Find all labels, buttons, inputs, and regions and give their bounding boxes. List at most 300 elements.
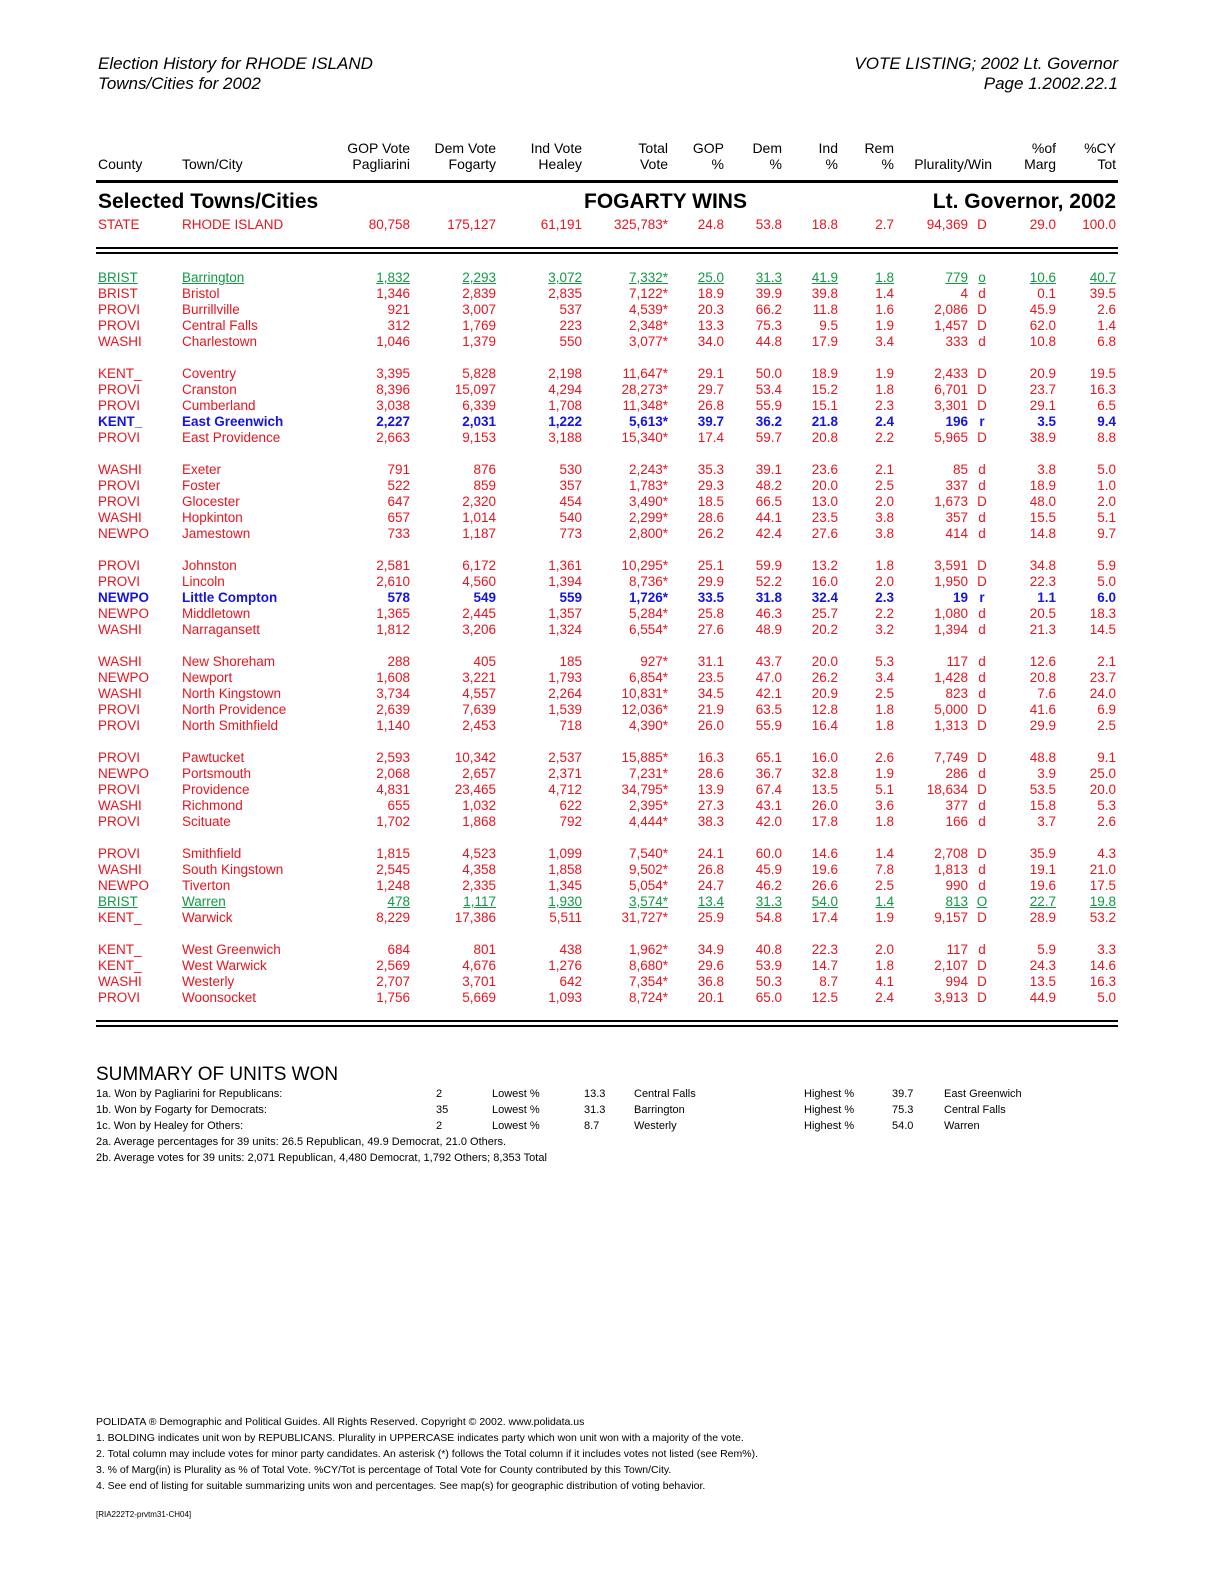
summary-lowest-label: Lowest % xyxy=(492,1088,540,1100)
summary-highest-label: Highest % xyxy=(804,1120,855,1132)
cell-town: Smithfield xyxy=(182,846,242,861)
cell-town: Woonsocket xyxy=(182,990,257,1005)
cell-marg: 34.8 xyxy=(1029,558,1057,573)
cell-ind: 3,072 xyxy=(548,270,582,285)
cell-ind: 1,276 xyxy=(548,958,582,973)
table-row xyxy=(96,942,1118,958)
cell-dem: 10,342 xyxy=(454,750,496,765)
cell-ind-pct: 17.4 xyxy=(811,910,838,925)
cell-county: PROVI xyxy=(98,990,141,1005)
cell-ind-pct: 19.6 xyxy=(811,862,838,877)
cell-total: 2,395* xyxy=(628,798,668,813)
cell-rem-pct: 2.2 xyxy=(875,430,894,445)
cell-rem-pct: 3.2 xyxy=(875,622,894,637)
cell-town: West Greenwich xyxy=(182,942,281,957)
cell-gop-pct: 16.3 xyxy=(697,750,724,765)
cell-dem: 4,358 xyxy=(462,862,496,877)
cell-ind: 2,835 xyxy=(548,286,582,301)
cell-ind: 718 xyxy=(559,718,582,733)
cell-dem-pct: 44.8 xyxy=(755,334,782,349)
cell-dem: 15,097 xyxy=(454,382,496,397)
col-ind-vote: Ind Vote Healey xyxy=(530,140,582,172)
cell-dem-pct: 65.1 xyxy=(755,750,782,765)
cell-rem-pct: 2.4 xyxy=(875,414,894,429)
cell-town: Little Compton xyxy=(182,590,278,605)
cell-cy: 6.9 xyxy=(1097,702,1117,717)
cell-ind: 438 xyxy=(559,942,582,957)
cell-marg: 18.9 xyxy=(1029,478,1057,493)
cell-dem-pct: 54.8 xyxy=(755,910,782,925)
cell-marg: 3.7 xyxy=(1037,814,1057,829)
cell-ind-pct: 13.2 xyxy=(811,558,838,573)
cell-win: d xyxy=(978,766,986,781)
cell-county: KENT_ xyxy=(98,942,142,957)
cell-gop-pct: 27.3 xyxy=(697,798,724,813)
cell-win: D xyxy=(977,702,987,717)
cell-dem: 405 xyxy=(473,654,496,669)
cell-gop: 684 xyxy=(387,942,410,957)
cell-plurality: 3,591 xyxy=(934,558,968,573)
cell-plurality: 1,813 xyxy=(934,862,968,877)
cell-plurality: 994 xyxy=(945,974,968,989)
cell-county: NEWPO xyxy=(98,670,150,685)
cell-dem: 4,676 xyxy=(462,958,496,973)
summary-title: SUMMARY OF UNITS WON xyxy=(96,1064,339,1085)
cell-town: Cranston xyxy=(182,382,237,397)
table-row xyxy=(96,990,1118,1006)
cell-gop: 647 xyxy=(387,494,410,509)
cell-plurality: 813 xyxy=(945,894,968,909)
cell-plurality: 3,913 xyxy=(934,990,968,1005)
cell-ind: 2,264 xyxy=(548,686,582,701)
cell-total: 7,540* xyxy=(628,846,668,861)
cell-plurality: 9,157 xyxy=(934,910,968,925)
cell-dem: 801 xyxy=(473,942,496,957)
cell-ind-pct: 15.1 xyxy=(811,398,838,413)
winner-title: FOGARTY WINS xyxy=(584,190,747,213)
cell-dem: 5,828 xyxy=(462,366,496,381)
cell-gop-pct: 27.6 xyxy=(697,622,724,637)
bottom-rule-1 xyxy=(96,1006,1118,1021)
cell-marg: 3.9 xyxy=(1037,766,1057,781)
cell-rem-pct: 1.4 xyxy=(875,894,894,909)
cell-total: 6,854* xyxy=(628,670,668,685)
cell-dem-pct: 48.9 xyxy=(755,622,782,637)
cell-gop: 2,581 xyxy=(376,558,410,573)
cell-win: D xyxy=(977,558,987,573)
cell-ind-pct: 32.8 xyxy=(811,766,838,781)
cell-cy: 53.2 xyxy=(1089,910,1117,925)
cell-ind-pct: 15.2 xyxy=(811,382,838,397)
cell-town: Charlestown xyxy=(182,334,258,349)
group-spacer xyxy=(96,446,1118,462)
cell-county: PROVI xyxy=(98,494,141,509)
cell-cy: 5.3 xyxy=(1097,798,1117,813)
table-row xyxy=(96,462,1118,478)
cell-rem-pct: 1.9 xyxy=(875,910,894,925)
group-spacer xyxy=(96,830,1118,846)
cell-gop-pct: 35.3 xyxy=(697,462,724,477)
cell-county: WASHI xyxy=(98,974,142,989)
cell-ind-pct: 20.0 xyxy=(811,654,838,669)
cell-total: 3,574* xyxy=(628,894,668,909)
cell-county: WASHI xyxy=(98,862,142,877)
cell-ind: 357 xyxy=(559,478,582,493)
cell-cy: 2.5 xyxy=(1097,718,1117,733)
cell-county: KENT_ xyxy=(98,366,142,381)
cell-dem-pct: 67.4 xyxy=(755,782,782,797)
cell-rem-pct: 2.1 xyxy=(875,462,894,477)
cell-ind-pct: 16.4 xyxy=(811,718,838,733)
cell-marg: 10.6 xyxy=(1029,270,1057,285)
cell-marg: 41.6 xyxy=(1029,702,1057,717)
cell-win: r xyxy=(979,414,985,429)
cell-cy: 5.0 xyxy=(1097,574,1117,589)
cell-total: 34,795* xyxy=(621,782,668,797)
cell-gop: 1,812 xyxy=(376,622,410,637)
table-row xyxy=(96,798,1118,814)
cell-cy: 6.8 xyxy=(1097,334,1117,349)
cell-dem: 7,639 xyxy=(462,702,496,717)
cell-county: KENT_ xyxy=(98,414,143,429)
cell-win: r xyxy=(979,590,985,605)
table-row xyxy=(96,510,1118,526)
cell-cy: 18.3 xyxy=(1089,606,1117,621)
cell-dem-pct: 46.2 xyxy=(755,878,782,893)
race-title: Lt. Governor, 2002 xyxy=(932,190,1117,213)
cell-total: 9,502* xyxy=(628,862,668,877)
cell-ind-pct: 32.4 xyxy=(811,590,838,605)
table-row xyxy=(96,526,1118,542)
cell-win: D xyxy=(977,910,987,925)
cell-plurality: 5,965 xyxy=(934,430,968,445)
col-dem-vote: Dem Vote Fogarty xyxy=(434,140,496,172)
summary-lowest-val: 31.3 xyxy=(584,1104,606,1116)
cell-plurality: 6,701 xyxy=(934,382,968,397)
cell-total: 5,613* xyxy=(628,414,668,429)
group-spacer xyxy=(96,734,1118,750)
cell-cy: 5.1 xyxy=(1097,510,1117,525)
cell-cy: 6.0 xyxy=(1097,590,1117,605)
cell-gop-pct: 26.8 xyxy=(697,862,724,877)
table-row xyxy=(96,286,1118,302)
cell-plurality: 337 xyxy=(945,478,968,493)
cell-cy: 2.0 xyxy=(1097,494,1117,509)
cell-rem-pct: 2.6 xyxy=(875,750,894,765)
cell-marg: 44.9 xyxy=(1029,990,1057,1005)
cell-county: BRIST xyxy=(98,270,138,285)
cell-ind-pct: 21.8 xyxy=(811,414,838,429)
cell-ind-pct: 20.0 xyxy=(811,478,838,493)
cell-gop-pct: 31.1 xyxy=(697,654,724,669)
state-row: STATE RHODE ISLAND 80,758 175,127 61,191 325,783* 24.8 53.8 18.8 2.7 94,369 D 29.0 100.0 xyxy=(98,217,1117,232)
cell-dem: 2,839 xyxy=(462,286,496,301)
cell-ind: 185 xyxy=(559,654,582,669)
summary-line xyxy=(96,1118,1118,1134)
cell-marg: 15.8 xyxy=(1029,798,1057,813)
cell-gop-pct: 29.1 xyxy=(697,366,724,381)
cell-dem-pct: 44.1 xyxy=(755,510,782,525)
cell-ind-pct: 26.0 xyxy=(811,798,838,813)
cell-plurality: 333 xyxy=(945,334,968,349)
cell-gop-pct: 38.3 xyxy=(697,814,724,829)
cell-plurality: 19 xyxy=(952,590,968,605)
cell-dem-pct: 55.9 xyxy=(755,398,782,413)
cell-ind-pct: 13.0 xyxy=(811,494,838,509)
cell-county: WASHI xyxy=(98,798,142,813)
cell-town: Tiverton xyxy=(182,878,231,893)
cell-gop: 2,610 xyxy=(376,574,410,589)
cell-cy: 14.5 xyxy=(1089,622,1117,637)
cell-ind-pct: 18.9 xyxy=(811,366,838,381)
cell-town: Glocester xyxy=(182,494,240,509)
cell-dem-pct: 50.0 xyxy=(755,366,782,381)
cell-dem: 6,172 xyxy=(462,558,496,573)
cell-county: NEWPO xyxy=(98,606,150,621)
cell-dem-pct: 46.3 xyxy=(755,606,782,621)
cell-gop: 2,663 xyxy=(376,430,410,445)
cell-county: PROVI xyxy=(98,814,141,829)
cell-total: 7,122* xyxy=(628,286,668,301)
cell-rem-pct: 2.5 xyxy=(875,878,894,893)
cell-rem-pct: 2.0 xyxy=(875,494,894,509)
cell-gop-pct: 24.1 xyxy=(697,846,724,861)
cell-county: PROVI xyxy=(98,318,141,333)
cell-ind-pct: 26.2 xyxy=(811,670,838,685)
cell-plurality: 779 xyxy=(945,270,968,285)
cell-gop: 921 xyxy=(387,302,410,317)
cell-win: D xyxy=(977,366,987,381)
cell-marg: 23.7 xyxy=(1029,382,1057,397)
footer-line: 3. % of Marg(in) is Plurality as % of Total Vote. %CY/Tot is percentage of Total Vote for County contributed by this Town/City. xyxy=(96,1464,672,1476)
cell-marg: 12.6 xyxy=(1029,654,1057,669)
cell-ind: 1,539 xyxy=(548,702,582,717)
cell-gop: 1,832 xyxy=(376,270,410,285)
cell-total: 10,295* xyxy=(621,558,668,573)
cell-dem-pct: 43.1 xyxy=(755,798,782,813)
table-row xyxy=(96,590,1118,606)
cell-ind: 559 xyxy=(559,590,582,605)
cell-gop-pct: 34.9 xyxy=(697,942,724,957)
cell-rem-pct: 2.3 xyxy=(875,398,894,413)
cell-dem-pct: 31.3 xyxy=(755,270,782,285)
cell-county: PROVI xyxy=(98,718,141,733)
group-spacer xyxy=(96,542,1118,558)
cell-ind: 1,357 xyxy=(548,606,582,621)
cell-gop: 8,229 xyxy=(376,910,410,925)
cell-dem-pct: 65.0 xyxy=(755,990,782,1005)
table-row xyxy=(96,958,1118,974)
cell-gop: 1,046 xyxy=(376,334,410,349)
cell-gop-pct: 25.1 xyxy=(697,558,724,573)
cell-gop: 2,569 xyxy=(376,958,410,973)
cell-gop-pct: 29.7 xyxy=(697,382,724,397)
cell-win: D xyxy=(977,750,987,765)
cell-gop: 522 xyxy=(387,478,410,493)
cell-dem: 4,557 xyxy=(462,686,496,701)
cell-rem-pct: 1.8 xyxy=(875,382,894,397)
cell-rem-pct: 2.0 xyxy=(875,574,894,589)
cell-gop-pct: 29.6 xyxy=(697,958,724,973)
table-row xyxy=(96,814,1118,830)
cell-win: d xyxy=(978,942,986,957)
cell-ind-pct: 9.5 xyxy=(819,318,838,333)
cell-ind: 537 xyxy=(559,302,582,317)
cell-ind-pct: 22.3 xyxy=(811,942,838,957)
cell-dem: 549 xyxy=(473,590,496,605)
cell-gop-pct: 25.9 xyxy=(697,910,724,925)
cell-ind: 2,537 xyxy=(548,750,582,765)
cell-ind: 1,324 xyxy=(548,622,582,637)
cell-dem-pct: 36.2 xyxy=(755,414,782,429)
cell-ind: 540 xyxy=(559,510,582,525)
summary-line xyxy=(96,1086,1118,1102)
cell-plurality: 2,433 xyxy=(934,366,968,381)
cell-town: North Providence xyxy=(182,702,287,717)
cell-ind: 3,188 xyxy=(548,430,582,445)
col-county: County xyxy=(98,156,143,172)
cell-dem: 1,014 xyxy=(462,510,496,525)
cell-town: New Shoreham xyxy=(182,654,276,669)
cell-gop-pct: 28.6 xyxy=(697,766,724,781)
table-row xyxy=(96,334,1118,350)
cell-dem-pct: 60.0 xyxy=(755,846,782,861)
cell-gop: 3,395 xyxy=(376,366,410,381)
cell-dem: 23,465 xyxy=(454,782,496,797)
cell-gop: 657 xyxy=(387,510,410,525)
cell-dem-pct: 47.0 xyxy=(755,670,782,685)
cell-win: d xyxy=(978,878,986,893)
cell-total: 2,348* xyxy=(628,318,668,333)
footer-line: 4. See end of listing for suitable summarizing units won and percentages. See map(s) for geographic distribution of voting behavior. xyxy=(96,1480,706,1492)
cell-plurality: 1,457 xyxy=(934,318,968,333)
cell-dem: 876 xyxy=(473,462,496,477)
cell-ind: 1,708 xyxy=(548,398,582,413)
cell-win: d xyxy=(978,462,986,477)
cell-plurality: 7,749 xyxy=(934,750,968,765)
cell-cy: 2.6 xyxy=(1097,814,1117,829)
cell-gop-pct: 28.6 xyxy=(697,510,724,525)
cell-ind-pct: 16.0 xyxy=(811,750,838,765)
table-row xyxy=(96,910,1118,926)
cell-total: 11,647* xyxy=(622,366,668,381)
cell-rem-pct: 1.9 xyxy=(875,366,894,381)
col-total-vote: Total Vote xyxy=(638,140,668,172)
cell-rem-pct: 1.8 xyxy=(875,814,894,829)
cell-county: PROVI xyxy=(98,430,141,445)
cell-town: North Kingstown xyxy=(182,686,282,701)
cell-county: PROVI xyxy=(98,382,141,397)
cell-gop: 1,346 xyxy=(376,286,410,301)
cell-dem-pct: 66.5 xyxy=(755,494,782,509)
cell-town: Lincoln xyxy=(182,574,225,589)
cell-ind: 1,345 xyxy=(548,878,582,893)
cell-plurality: 117 xyxy=(946,942,968,957)
cell-dem: 3,206 xyxy=(462,622,496,637)
cell-total: 8,680* xyxy=(628,958,668,973)
cell-gop-pct: 39.7 xyxy=(697,414,724,429)
cell-dem-pct: 40.8 xyxy=(755,942,782,957)
cell-marg: 29.9 xyxy=(1029,718,1057,733)
cell-total: 5,284* xyxy=(628,606,668,621)
cell-gop: 3,734 xyxy=(376,686,410,701)
cell-rem-pct: 2.5 xyxy=(875,686,894,701)
summary-highest-town: Warren xyxy=(944,1120,980,1132)
cell-town: North Smithfield xyxy=(182,718,279,733)
cell-ind: 1,793 xyxy=(548,670,582,685)
cell-plurality: 1,673 xyxy=(934,494,968,509)
cell-county: PROVI xyxy=(98,558,141,573)
cell-cy: 20.0 xyxy=(1089,782,1117,797)
cell-ind: 792 xyxy=(559,814,582,829)
table-row xyxy=(96,974,1118,990)
cell-dem-pct: 75.3 xyxy=(755,318,782,333)
cell-county: NEWPO xyxy=(98,526,150,541)
cell-gop: 2,227 xyxy=(376,414,410,429)
cell-win: D xyxy=(977,574,987,589)
cell-cy: 17.5 xyxy=(1089,878,1117,893)
cell-dem-pct: 53.4 xyxy=(755,382,782,397)
cell-town: Coventry xyxy=(182,366,237,381)
cell-gop: 1,815 xyxy=(376,846,410,861)
summary-lowest-town: Westerly xyxy=(634,1120,677,1132)
cell-cy: 8.8 xyxy=(1097,430,1117,445)
cell-dem: 3,221 xyxy=(462,670,496,685)
cell-cy: 9.1 xyxy=(1097,750,1117,765)
summary-highest-val: 39.7 xyxy=(892,1088,914,1100)
table-row xyxy=(96,782,1118,798)
cell-win: d xyxy=(978,862,986,877)
cell-rem-pct: 3.4 xyxy=(875,334,894,349)
cell-cy: 14.6 xyxy=(1089,958,1117,973)
cell-town: Providence xyxy=(182,782,250,797)
cell-town: Warwick xyxy=(182,910,233,925)
cell-ind-pct: 20.2 xyxy=(811,622,838,637)
cell-gop-pct: 20.3 xyxy=(697,302,724,317)
cell-gop-pct: 29.3 xyxy=(697,478,724,493)
cell-dem: 1,379 xyxy=(462,334,496,349)
cell-county: WASHI xyxy=(98,654,142,669)
cell-total: 7,231* xyxy=(628,766,668,781)
cell-win: d xyxy=(978,334,986,349)
cell-win: d xyxy=(978,670,986,685)
cell-gop-pct: 21.9 xyxy=(697,702,724,717)
cell-total: 5,054* xyxy=(628,878,668,893)
cell-dem: 2,031 xyxy=(462,414,496,429)
table-row xyxy=(96,382,1118,398)
cell-win: D xyxy=(977,974,987,989)
cell-dem-pct: 45.9 xyxy=(755,862,782,877)
cell-gop-pct: 29.9 xyxy=(697,574,724,589)
cell-town: Hopkinton xyxy=(182,510,243,525)
column-header-row xyxy=(96,140,1118,174)
cell-ind: 5,511 xyxy=(549,910,582,925)
cell-plurality: 357 xyxy=(945,510,968,525)
cell-gop-pct: 25.8 xyxy=(697,606,724,621)
cell-marg: 10.8 xyxy=(1029,334,1057,349)
cell-total: 4,444* xyxy=(628,814,668,829)
cell-total: 11,348* xyxy=(622,398,668,413)
cell-cy: 39.5 xyxy=(1089,286,1117,301)
cell-total: 2,800* xyxy=(628,526,668,541)
cell-dem: 1,187 xyxy=(462,526,496,541)
col-plurality: Plurality/Win xyxy=(914,156,993,172)
cell-rem-pct: 1.8 xyxy=(875,558,894,573)
cell-rem-pct: 3.6 xyxy=(875,798,894,813)
cell-marg: 22.3 xyxy=(1029,574,1057,589)
cell-plurality: 1,313 xyxy=(934,718,968,733)
table-row xyxy=(96,894,1118,910)
